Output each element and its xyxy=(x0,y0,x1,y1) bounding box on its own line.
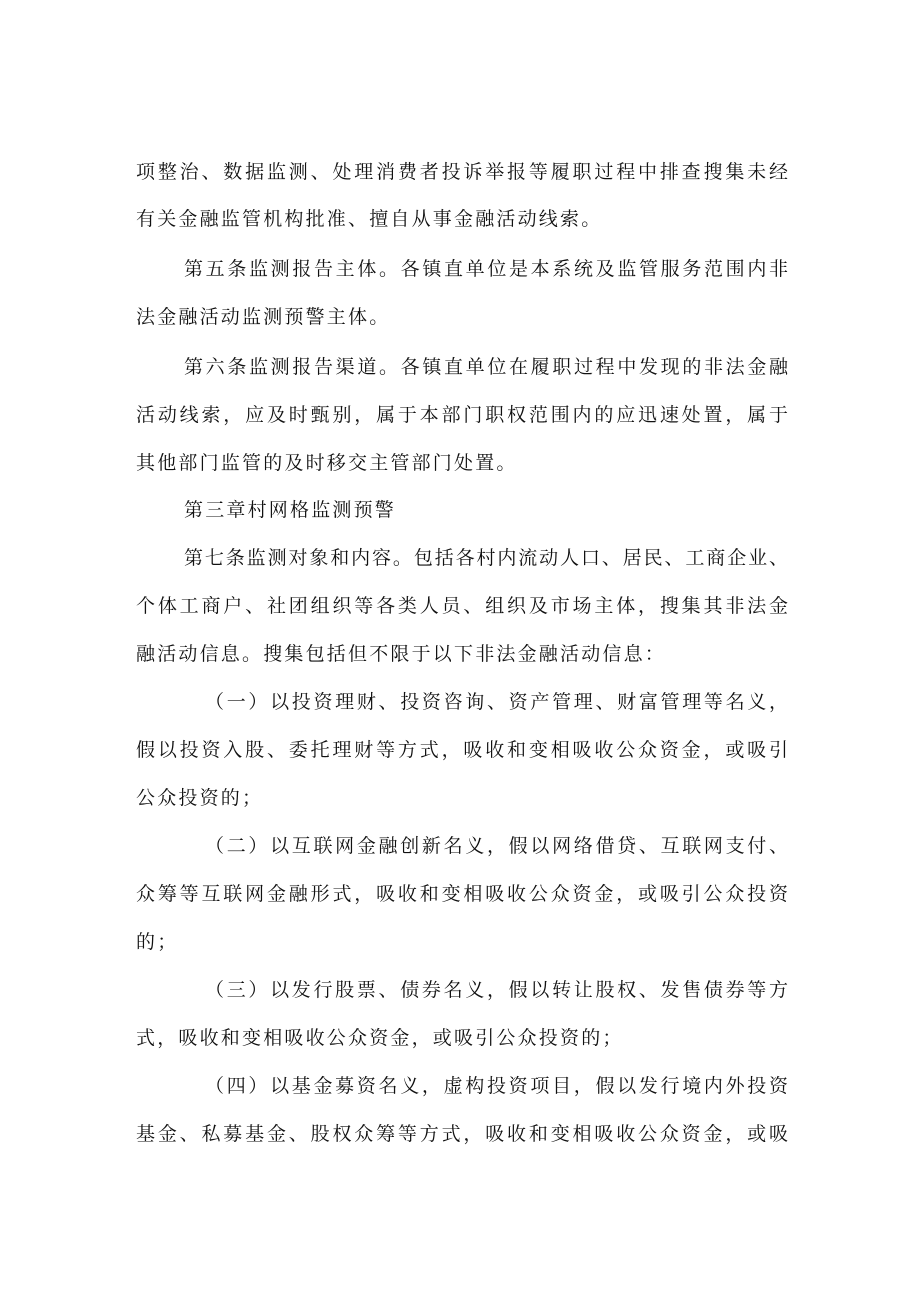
text-line: 法金融活动监测预警主体。 xyxy=(136,306,391,328)
chapter-heading: 第三章村网格监测预警 xyxy=(184,499,397,521)
article-heading-line: 第六条监测报告渠道。各镇直单位在履职过程中发现的非法金融 xyxy=(184,356,788,378)
text-line: 众筹等互联网金融形式，吸收和变相吸收公众资金，或吸引公众投资 xyxy=(136,883,788,905)
text-line: 融活动信息。搜集包括但不限于以下非法金融活动信息： xyxy=(136,643,667,665)
text-line: 公众投资的； xyxy=(136,787,264,809)
article-heading-line: 第五条监测报告主体。各镇直单位是本系统及监管服务范围内非 xyxy=(184,258,788,280)
text-line: 假以投资入股、委托理财等方式，吸收和变相吸收公众资金，或吸引 xyxy=(136,739,788,761)
text-line: 有关金融监管机构批准、擅自从事金融活动线索。 xyxy=(136,208,603,230)
text-line: 活动线索，应及时甄别，属于本部门职权范围内的应迅速处置，属于 xyxy=(136,404,788,426)
list-item-line: （一）以投资理财、投资咨询、资产管理、财富管理等名义， xyxy=(205,691,788,713)
text-line: 项整治、数据监测、处理消费者投诉举报等履职过程中排查搜集未经 xyxy=(136,161,788,183)
list-item-line: （二）以互联网金融创新名义，假以网络借贷、互联网支付、 xyxy=(205,835,788,857)
list-item-line: （四）以基金募资名义，虚构投资项目，假以发行境内外投资 xyxy=(205,1075,788,1097)
article-heading-line: 第七条监测对象和内容。包括各村内流动人口、居民、工商企业、 xyxy=(184,547,788,569)
text-line: 其他部门监管的及时移交主管部门处置。 xyxy=(136,452,518,474)
text-line: 式，吸收和变相吸收公众资金，或吸引公众投资的； xyxy=(136,1027,624,1049)
text-line: 基金、私募基金、股权众筹等方式，吸收和变相吸收公众资金，或吸 xyxy=(136,1123,788,1145)
text-line: 的； xyxy=(136,931,179,953)
text-line: 个体工商户、社团组织等各类人员、组织及市场主体，搜集其非法金 xyxy=(136,595,788,617)
list-item-line: （三）以发行股票、债券名义，假以转让股权、发售债券等方 xyxy=(205,979,788,1001)
